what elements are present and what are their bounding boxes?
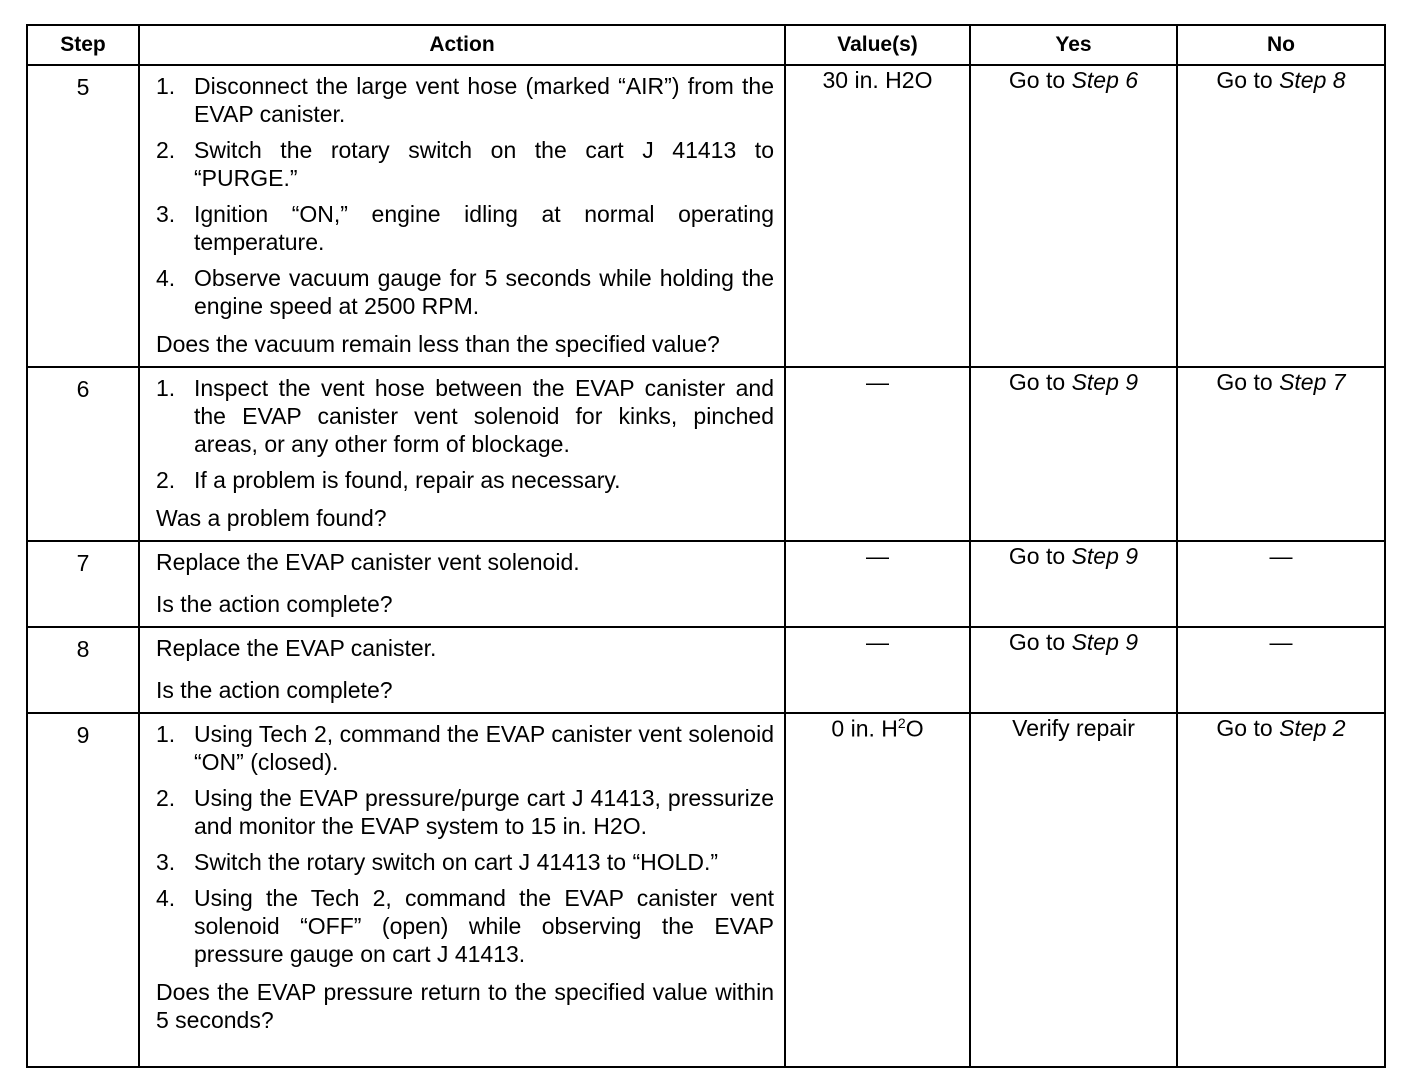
diagnostic-table (26, 24, 1386, 1068)
list-item: 3. Ignition “ON,” engine idling at normal operating temperature. (156, 201, 774, 255)
list-item: 4. Observe vacuum gauge for 5 seconds while holding the engine speed at 2500 RPM. (156, 265, 774, 319)
action-text: Replace the EVAP canister. (156, 635, 437, 661)
yes-cell: Go to Step 9 (970, 541, 1177, 627)
list-item: 3. Switch the rotary switch on cart J 41413 to “HOLD.” (156, 849, 719, 875)
value-cell: — (785, 541, 970, 627)
question-text: Was a problem found? (156, 505, 387, 531)
no-cell: Go to Step 7 (1177, 367, 1385, 541)
yes-cell: Go to Step 9 (970, 627, 1177, 713)
header-row (27, 25, 1385, 65)
question-text: Is the action complete? (156, 591, 393, 617)
value-cell: 30 in. H2O (785, 65, 970, 367)
header-action: Action (139, 25, 785, 65)
question-text: Does the EVAP pressure return to the specified value within 5 seconds? (156, 979, 774, 1033)
step-number: 9 (27, 713, 139, 1067)
header-no: No (1177, 25, 1385, 65)
action-cell (139, 541, 785, 627)
step-reference: Step 7 (1279, 369, 1346, 395)
header-values: Value(s) (785, 25, 970, 65)
list-item: 1. Using Tech 2, command the EVAP canister vent solenoid “ON” (closed). (156, 721, 774, 775)
no-cell: Go to Step 8 (1177, 65, 1385, 367)
question-text: Does the vacuum remain less than the specified value? (156, 331, 720, 357)
yes-cell: Verify repair (970, 713, 1177, 1067)
value-cell: — (785, 627, 970, 713)
table-row-step-9 (27, 713, 1385, 1067)
step-reference: Step 9 (1071, 629, 1139, 655)
list-item: 2. Using the EVAP pressure/purge cart J 41413, pressurize and monitor the EVAP system to 15 in. H2O. (156, 785, 774, 839)
table-row-step-5 (27, 65, 1385, 367)
header-yes: Yes (970, 25, 1177, 65)
table-row-step-6 (27, 367, 1385, 541)
action-cell (139, 367, 785, 541)
action-cell (139, 713, 785, 1067)
yes-cell: Go to Step 6 (970, 65, 1177, 367)
no-cell: — (1177, 541, 1385, 627)
step-number: 8 (27, 627, 139, 713)
yes-cell: Go to Step 9 (970, 367, 1177, 541)
step-number: 7 (27, 541, 139, 627)
step-reference: Step 6 (1071, 67, 1139, 93)
step-reference: Step 9 (1071, 543, 1139, 569)
value-cell: — (785, 367, 970, 541)
table-row-step-8 (27, 627, 1385, 713)
step-reference: Step 2 (1279, 715, 1346, 741)
step-reference: Step 8 (1279, 67, 1346, 93)
value-cell: 0 in. $H^2O$ (785, 713, 970, 1067)
question-text: Is the action complete? (156, 677, 393, 703)
action-text: Replace the EVAP canister vent solenoid. (156, 549, 580, 575)
list-item: 2. Switch the rotary switch on the cart J 41413 to “PURGE.” (156, 137, 774, 191)
list-item: 1. Inspect the vent hose between the EVAP canister and the EVAP canister vent solenoid for kinks, pinched areas, or any other form of blockage. (156, 375, 774, 457)
list-item: 1. Disconnect the large vent hose (marked “AIR”) from the EVAP canister. (156, 73, 774, 127)
list-item: 2. If a problem is found, repair as necessary. (156, 467, 621, 493)
list-item: 4. Using the Tech 2, command the EVAP canister vent solenoid “OFF” (open) while observing the EVAP pressure gauge on cart J 41413. (156, 885, 774, 967)
step-number: 6 (27, 367, 139, 541)
action-cell (139, 627, 785, 713)
table-row-step-7 (27, 541, 1385, 627)
step-number: 5 (27, 65, 139, 367)
step-reference: Step 9 (1071, 369, 1139, 395)
no-cell: Go to Step 2 (1177, 713, 1385, 1067)
no-cell: — (1177, 627, 1385, 713)
header-step: Step (27, 25, 139, 65)
action-cell (139, 65, 785, 367)
